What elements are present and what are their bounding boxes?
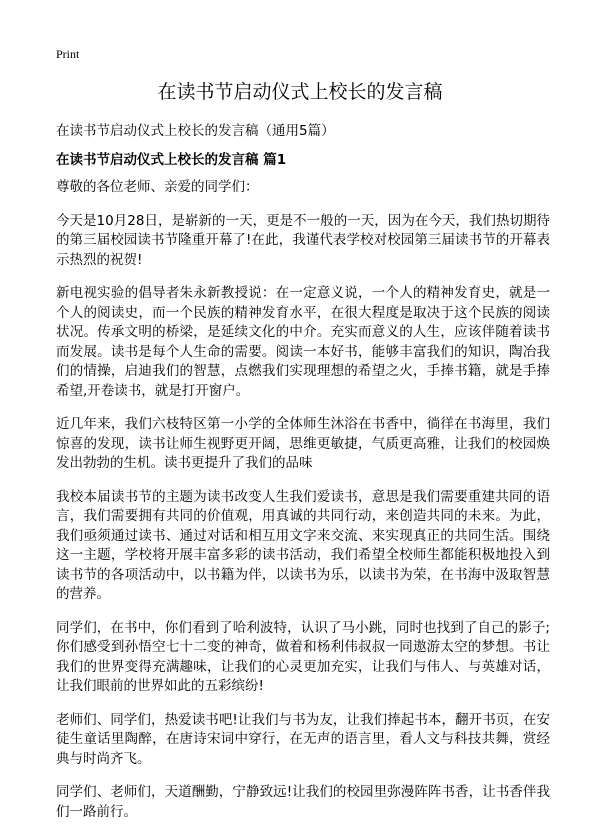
document-body [56, 178, 550, 836]
paragraph: 我校本届读书节的主题为读书改变人生我们爱读书，意思是我们需要重建共同的语言，我们需要拥有共同的价值观，用真诚的共同行动，来创造共同的未来。为此，我们亟须通过读书、通过对话和相互用文字来交流、来实现真正的共同生活。围绕这一主题，学校将开展丰富多彩的读书活动，我们希望全校师生都能积极地投入到读书节的各项活动中，以书籍为伴，以读书为乐，以读书为荣，在书海中汲取智慧的营养。 [56, 488, 550, 602]
print-link[interactable]: Print [56, 47, 80, 61]
section-heading: 在读书节启动仪式上校长的发言稿 篇1 [56, 152, 287, 168]
paragraph-salutation: 尊敬的各位老师、亲爱的同学们： [56, 179, 259, 195]
document-subtitle: 在读书节启动仪式上校长的发言稿（通用5篇） [56, 123, 335, 139]
paragraph: 老师们、同学们，热爱读书吧!让我们与书为友，让我们捧起书本，翻开书页，在安徒生童话里陶醉，在唐诗宋词中穿行，在无声的语言里，看人文与科技共舞，赏经典与时尚齐飞。 [56, 711, 550, 767]
paragraph: 新电视实验的倡导者朱永新教授说：在一定意义说，一个人的精神发育史，就是一个人的阅读史，而一个民族的精神发育水平，在很大程度是取决于这个民族的阅读状况。传承文明的桥梁，是延续文化的中介。充实而意义的人生，应该伴随着读书而发展。读书是每个人生命的需要。阅读一本好书，能够丰富我们的知识，陶冶我们的情操，启迪我们的智慧，点燃我们实现理想的希望之火，手捧书籍，就是手捧希望,开卷读书，就是打开窗户。 [56, 285, 550, 399]
paragraph: 今天是10月28日，是崭新的一天，更是不一般的一天，因为在今天，我们热切期待的第三届校园读书节隆重开幕了!在此，我谨代表学校对校园第三届读书节的开幕表示热烈的祝贺! [56, 212, 550, 268]
document-title: 在读书节启动仪式上校长的发言稿 [157, 81, 443, 103]
paragraph: 同学们，在书中，你们看到了哈利波特，认识了马小跳，同时也找到了自己的影子;你们感受到孙悟空七十二变的神奇，做着和杨利伟叔叔一同遨游太空的梦想。书让我们的世界变得充满趣味，让我们的心灵更加充实，让我们与伟人、与英雄对话，让我们眼前的世界如此的五彩缤纷! [56, 619, 550, 694]
paragraph: 近几年来，我们六枝特区第一小学的全体师生沐浴在书香中，徜徉在书海里，我们惊喜的发现，读书让师生视野更开阔，思维更敏捷，气质更高雅，让我们的校园焕发出勃勃的生机。读书更提升了我们的品味 [56, 416, 550, 471]
paragraph: 同学们、老师们，天道酬勤，宁静致远!让我们的校园里弥漫阵阵书香，让书香伴我们一路前行。 [56, 784, 550, 820]
